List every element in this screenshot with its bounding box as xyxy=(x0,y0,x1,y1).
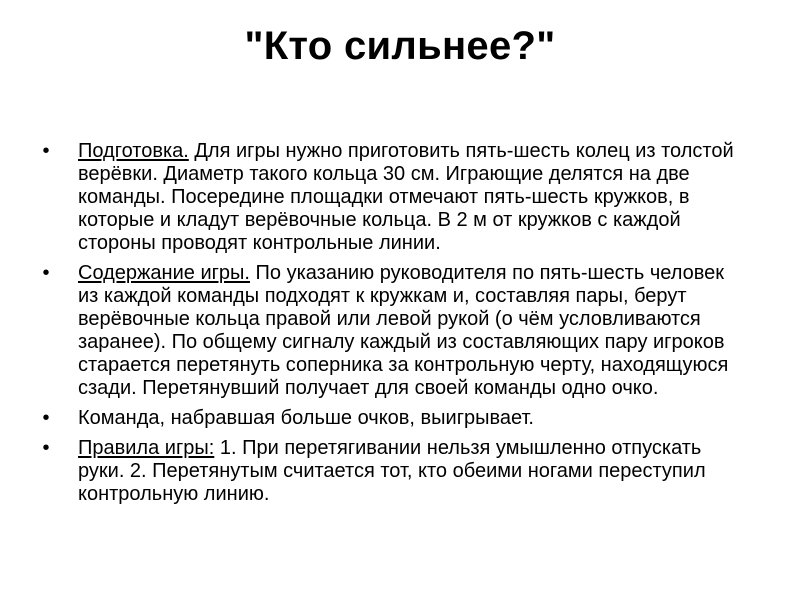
bullet-icon: • xyxy=(42,437,50,459)
bullet-icon: • xyxy=(42,262,50,284)
item-label: Содержание игры. xyxy=(78,262,250,284)
item-text: Команда, набравшая больше очков, выигрывает. xyxy=(78,407,534,429)
item-text: Для игры нужно приготовить пять-шесть колец из толстой верёвки. Диаметр такого кольца 30 см. Играющие делятся на две команды. Посередине площадки отмечают пять-шесть кружков, в которые и кладут верёвочные кольца. В 2 м от кружков с каждой стороны проводят контрольные линии. xyxy=(78,140,734,254)
bullet-item-winner xyxy=(42,407,738,430)
bullet-icon: • xyxy=(42,140,50,162)
item-text: По указанию руководителя по пять-шесть человек из каждой команды подходят к кружкам и, составляя пары, берут верёвочные кольца правой или левой рукой (о чём условливаются заранее). По общему сигналу каждый из составляющих пару игроков старается перетянуть соперника за контрольную черту, находящуюся сзади. Перетянувший получает для своей команды одно очко. xyxy=(78,262,729,399)
bullet-item-game-content xyxy=(42,262,738,400)
bullet-icon: • xyxy=(42,407,50,429)
bullet-list xyxy=(42,140,738,513)
bullet-item-rules xyxy=(42,437,738,506)
slide-title: "Кто сильнее?" xyxy=(244,24,556,68)
bullet-item-preparation xyxy=(42,140,738,255)
item-text: 1. При перетягивании нельзя умышленно отпускать руки. 2. Перетянутым считается тот, кто обеими ногами переступил контрольную линию. xyxy=(78,437,706,505)
item-label: Правила игры: xyxy=(78,437,215,459)
item-label: Подготовка. xyxy=(78,140,189,162)
